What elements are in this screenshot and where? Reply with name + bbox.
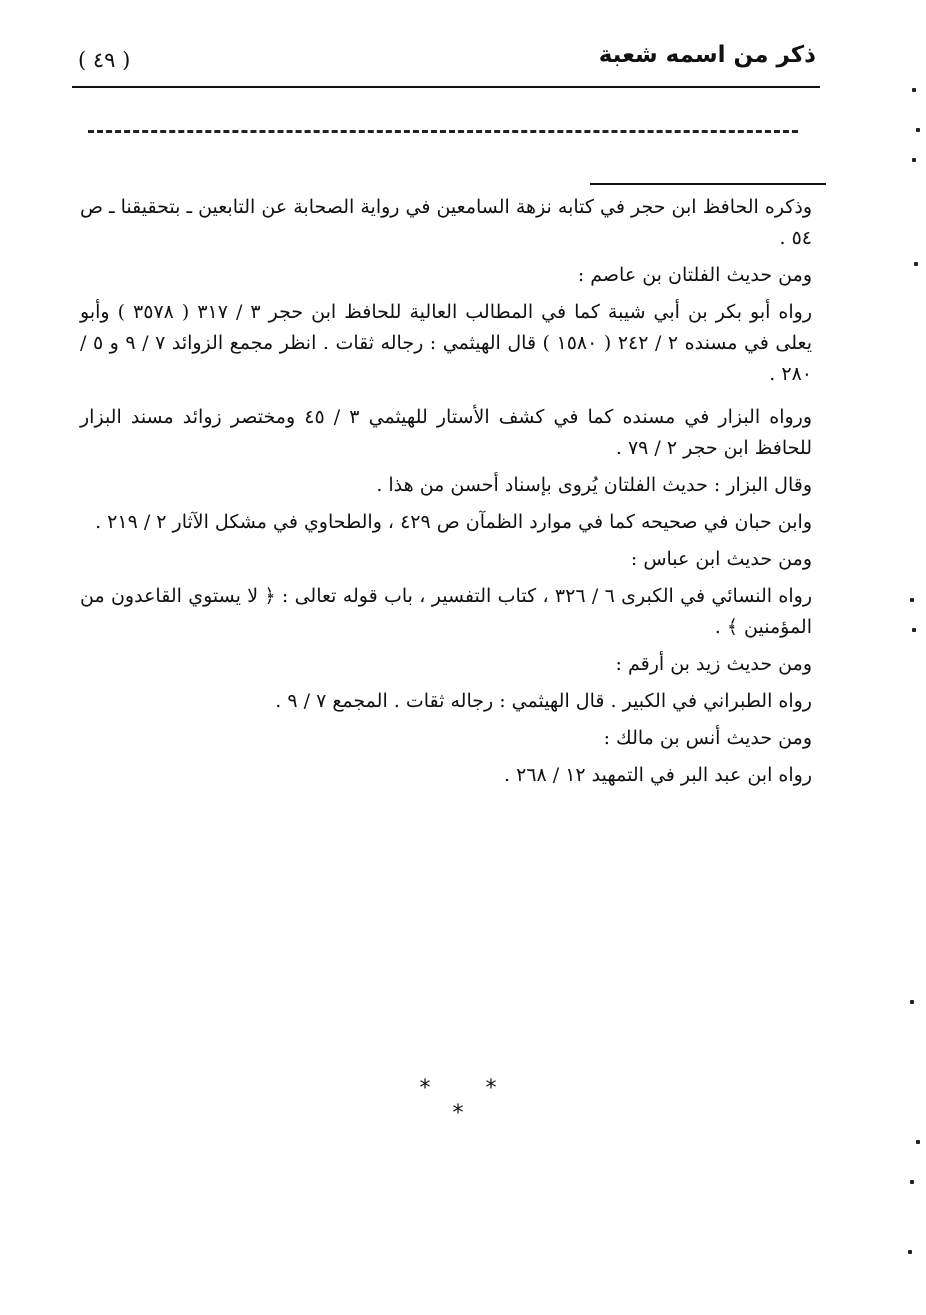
chapter-title: ذكر من اسمه شعبة xyxy=(598,42,816,68)
scan-speck xyxy=(910,1180,914,1184)
paragraph: وابن حبان في صحيحه كما في موارد الظمآن ص ٤٢٩ ، والطحاوي في مشكل الآثار ٢ / ٢١٩ . xyxy=(95,511,812,533)
scan-speck xyxy=(910,1000,914,1004)
scan-speck xyxy=(916,1140,920,1144)
paragraph: رواه النسائي في الكبرى ٦ / ٣٢٦ ، كتاب التفسير ، باب قوله تعالى : ﴿ لا يستوي القاعدون من المؤمنين ﴾ . xyxy=(80,585,812,638)
scan-speck xyxy=(912,88,916,92)
scan-speck xyxy=(912,158,916,162)
section-heading: ومن حديث زيد بن أرقم : xyxy=(615,653,812,675)
paragraph: وقال البزار : حديث الفلتان يُروى بإسناد أحسن من هذا . xyxy=(376,474,812,496)
scan-speck xyxy=(910,598,914,602)
paragraph: وذكره الحافظ ابن حجر في كتابه نزهة السامعين في رواية الصحابة عن التابعين ـ بتحقيقنا ـ ص ٥٤ . xyxy=(80,196,812,249)
paragraph: ورواه البزار في مسنده كما في كشف الأستار للهيثمي ٣ / ٤٥ ومختصر زوائد مسند البزار للحافظ ابن حجر ٢ / ٧٩ . xyxy=(80,406,812,459)
scan-speck xyxy=(908,1250,912,1254)
header-rule xyxy=(72,86,820,88)
scan-speck xyxy=(912,628,916,632)
section-heading: ومن حديث الفلتان بن عاصم : xyxy=(577,264,812,286)
paragraph: رواه الطبراني في الكبير . قال الهيثمي : رجاله ثقات . المجمع ٧ / ٩ . xyxy=(275,690,812,712)
scan-speck xyxy=(916,128,920,132)
page-number: ( ٤٩ ) xyxy=(78,48,131,72)
section-heading: ومن حديث أنس بن مالك : xyxy=(603,727,812,749)
page-header xyxy=(72,42,822,86)
scan-speck xyxy=(914,262,918,266)
dashed-divider xyxy=(88,130,798,133)
footnote-rule xyxy=(590,183,826,185)
section-separator: * * * xyxy=(419,1076,521,1126)
section-heading: ومن حديث ابن عباس : xyxy=(630,548,812,570)
footnote-body xyxy=(80,192,812,797)
paragraph: رواه أبو بكر بن أبي شيبة كما في المطالب العالية للحافظ ابن حجر ٣ / ٣١٧ ( ٣٥٧٨ ) وأبو يعلى في مسنده ٢ / ٢٤٢ ( ١٥٨٠ ) قال الهيثمي : رجاله ثقات . انظر مجمع الزوائد ٧ / ٩ و ٥ / ٢٨٠ . xyxy=(80,301,813,385)
paragraph: رواه ابن عبد البر في التمهيد ١٢ / ٢٦٨ . xyxy=(504,764,812,786)
